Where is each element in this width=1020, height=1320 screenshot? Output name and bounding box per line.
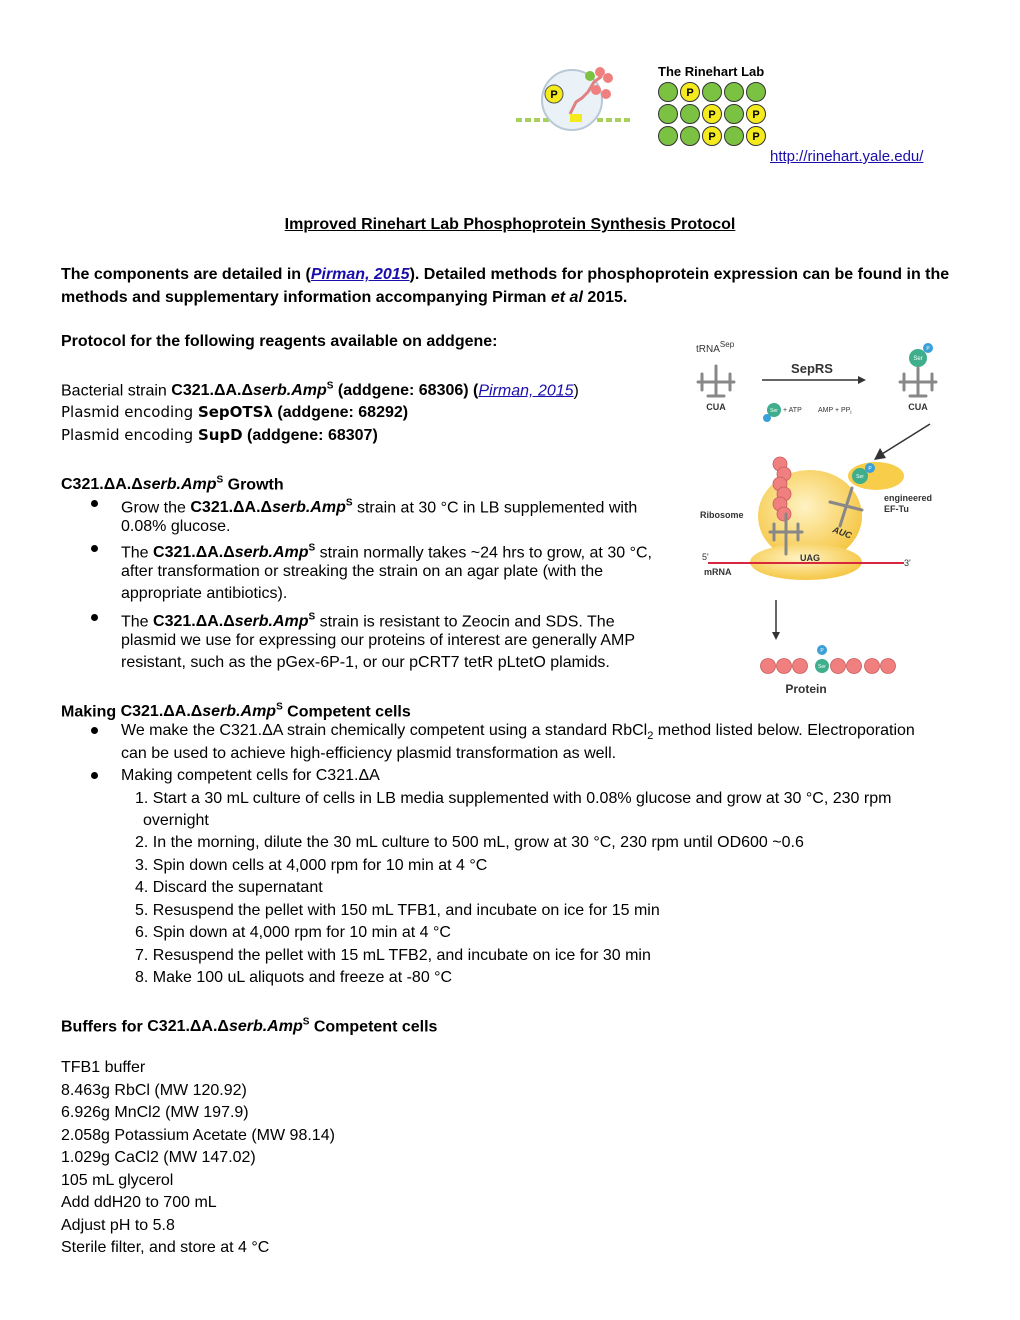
competent-bullet-1-cont: can be used to achieve high-efficiency plasmid transformation as well. <box>121 745 617 762</box>
competent-heading-suffix: Competent cells <box>282 703 411 721</box>
logo-bead-5 <box>601 89 611 99</box>
strain-serb: serb <box>228 1018 263 1036</box>
competent-bullet-2-dot <box>91 772 98 779</box>
step-8: 8. Make 100 uL aliquots and freeze at -80 °C <box>135 969 453 986</box>
logo-grid-circle <box>659 105 678 124</box>
growth-bullet-3-cont-1: plasmid we use for expressing our proteins of interest are generally AMP <box>121 632 636 649</box>
buffer-line-3: 6.926g MnCl2 (MW 197.9) <box>61 1104 249 1121</box>
protein-bead <box>881 659 896 674</box>
strain-sup: S <box>302 1017 310 1028</box>
mechanism-figure <box>690 338 980 703</box>
plasmid2-name: SupD <box>197 426 243 444</box>
fig-p-small <box>763 414 771 422</box>
fig-amp-ppi: AMP + $PP_i$ <box>818 407 852 416</box>
strain-amp: .Amp <box>305 499 346 517</box>
competent-heading-prefix: Making <box>61 703 121 721</box>
growth-bullet-2-dot <box>91 545 98 552</box>
strain-serb: serb <box>234 613 269 631</box>
growth-b1-strain <box>190 499 352 516</box>
protein-bead <box>847 659 862 674</box>
logo-bead-4 <box>591 85 601 95</box>
competent-bullet-1-dot <box>91 727 98 734</box>
strain-base: C321.ΔA.Δ <box>153 613 235 631</box>
growth-b3-post: strain is resistant to Zeocin and SDS. The <box>315 613 615 631</box>
buffer-line-5: 1.029g CaCl2 (MW 147.02) <box>61 1149 256 1166</box>
logo-bead <box>585 71 595 81</box>
buffer-line-1: TFB1 buffer <box>61 1059 146 1076</box>
strain-serb: serb <box>202 703 237 721</box>
fig-ribosome-label: Ribosome <box>700 510 744 520</box>
strain-sup: S <box>308 612 316 623</box>
growth-b2-strain <box>153 544 315 561</box>
strain-addgene: (addgene: 68306) ( <box>333 382 479 400</box>
strain-base: C321.ΔA.Δ <box>120 703 203 721</box>
fig-trna-label: tRNA$^{Sep}$ <box>696 340 735 355</box>
fig-eftu-label: EF-Tu <box>884 504 909 514</box>
fig-ser-right-text: Ser <box>913 356 923 362</box>
logo-grid-p: P <box>686 87 694 99</box>
strain-sup: S <box>276 702 283 713</box>
competent-b1-b: method listed below. Electroporation <box>653 722 915 739</box>
protein-bead <box>777 659 792 674</box>
growth-b1-pre: Grow the <box>121 499 191 517</box>
strain-sup: S <box>216 475 224 486</box>
buffers-heading-suffix: Competent cells <box>309 1018 438 1036</box>
fig-three-prime: 3' <box>904 558 911 568</box>
fig-seprs-arrowhead <box>858 376 866 384</box>
fig-seprs-label: SepRS <box>791 361 833 376</box>
growth-b1-post: strain at 30 °C in LB supplemented with <box>352 499 638 517</box>
fig-trna-left <box>698 366 734 396</box>
strain-amp: .Amp <box>262 1018 303 1036</box>
step-6: 6. Spin down at 4,000 rpm for 10 min at 4 °C <box>135 924 451 941</box>
buffer-line-9: Sterile filter, and store at 4 °C <box>61 1239 270 1256</box>
competent-bullet-2: Making competent cells for C321.ΔA <box>121 767 380 784</box>
growth-bullet-3-cont-2: resistant, such as the pGex-6P-1, or our pCRT7 tetR pLtetO plamids. <box>121 654 610 671</box>
logo-p-text: P <box>550 89 558 101</box>
lab-url-link[interactable]: http://rinehart.yale.edu/ <box>770 148 924 165</box>
strain-sup: S <box>326 381 334 392</box>
fig-auc: AUC <box>831 524 854 541</box>
fig-five-prime: 5' <box>702 552 709 562</box>
plasmid1-addgene: (addgene: 68292) <box>272 404 409 421</box>
strain-amp: .Amp <box>286 382 327 400</box>
logo-grid-circle <box>747 83 766 102</box>
strain-base: C321.ΔA.Δ <box>147 1018 229 1036</box>
logo-grid-circle <box>681 127 700 146</box>
fig-p-incoming-text: P <box>868 466 872 472</box>
protein-bead <box>831 659 846 674</box>
protein-bead <box>761 659 776 674</box>
strain-amp: .Amp <box>268 613 309 631</box>
fig-mrna-label: mRNA <box>704 567 732 577</box>
strain-amp: .Amp <box>268 544 309 562</box>
competent-b1-sub: 2 <box>647 730 654 743</box>
fig-p-protein-text: P <box>820 648 824 654</box>
lab-logo <box>510 62 780 152</box>
strain-base: C321.ΔA.Δ <box>153 544 235 562</box>
plasmid1-name: SepOTSλ <box>197 403 273 421</box>
strain-pirman-link[interactable]: Pirman, 2015 <box>478 382 574 400</box>
intro-text-2: ). Detailed methods for phosphoprotein expression can be found in the <box>409 266 950 283</box>
strain-serb: serb <box>142 476 177 494</box>
buffer-line-7: Add ddH20 to 700 mL <box>61 1194 217 1211</box>
competent-strain <box>121 703 283 720</box>
logo-bead-2 <box>595 67 605 77</box>
growth-bullet-2-cont-1: after transformation or streaking the strain on an agar plate (with the <box>121 563 604 580</box>
fig-trna-right <box>900 368 936 396</box>
fig-atp: + ATP <box>783 407 802 414</box>
buffers-strain <box>147 1018 309 1035</box>
intro-text-3: methods and supplementary information accompanying Pirman <box>61 289 551 306</box>
step-3: 3. Spin down cells at 4,000 rpm for 10 min at 4 °C <box>135 857 488 874</box>
buffers-heading <box>61 1012 437 1038</box>
intro-et-al: et al <box>550 289 583 306</box>
logo-grid-p: P <box>708 109 716 121</box>
strain-base: C321.ΔA.Δ <box>61 476 143 494</box>
strain-sup: S <box>308 543 316 554</box>
intro-line-1 <box>61 264 949 286</box>
plasmid1-prefix: Plasmid encoding <box>61 403 198 421</box>
step-1: 1. Start a 30 mL culture of cells in LB media supplemented with 0.08% glucose and grow at 30 °C, 230 rpm <box>135 790 892 807</box>
growth-b3-strain <box>153 613 315 630</box>
plasmid2-addgene: (addgene: 68307) <box>242 427 378 444</box>
reagent-plasmid-2 <box>61 424 378 447</box>
logo-grid-circle <box>725 105 744 124</box>
logo-grid-circle <box>703 83 722 102</box>
intro-text-4: 2015. <box>582 289 628 306</box>
fig-diag-arrow <box>882 424 930 454</box>
logo-grid-p: P <box>752 131 760 143</box>
logo-circle-grid <box>659 83 766 146</box>
fig-diag-arrowhead <box>874 448 886 460</box>
logo-grid-circle <box>725 83 744 102</box>
growth-bullet-1-cont: 0.08% glucose. <box>121 518 231 535</box>
step-5: 5. Resuspend the pellet with 150 mL TFB1, and incubate on ice for 15 min <box>135 902 660 919</box>
strain-serb: serb <box>234 544 269 562</box>
step-1-cont: overnight <box>143 812 209 829</box>
buffers-heading-prefix: Buffers for <box>61 1018 148 1036</box>
protein-bead <box>793 659 808 674</box>
fig-ser-small-text: Ser <box>770 408 778 414</box>
logo-grid-circle <box>725 127 744 146</box>
peptide-bead <box>777 507 791 521</box>
buffer-line-2: 8.463g RbCl (MW 120.92) <box>61 1082 247 1099</box>
competent-b1-a: We make the C321.ΔA strain chemically competent using a standard RbCl <box>121 722 648 739</box>
strain-amp: .Amp <box>236 703 277 721</box>
step-7: 7. Resuspend the pellet with 15 mL TFB2, and incubate on ice for 30 min <box>135 947 651 964</box>
fig-ser-protein-text: Ser <box>818 664 826 670</box>
logo-grid-circle <box>681 105 700 124</box>
growth-strain <box>61 476 223 493</box>
strain-serb: serb <box>272 499 306 517</box>
growth-b2-post: strain normally takes ~24 hrs to grow, at 30 °C, <box>315 544 652 562</box>
fig-down-arrowhead <box>772 632 780 640</box>
fig-p-right-text: P <box>926 346 930 352</box>
intro-text-1: The components are detailed in ( <box>61 266 311 283</box>
fig-uag: UAG <box>800 553 820 563</box>
buffer-line-6: 105 mL glycerol <box>61 1172 174 1189</box>
reagent-plasmid-1 <box>61 401 408 424</box>
strain-amp: .Amp <box>176 476 217 494</box>
strain-name: C321.ΔA.Δ <box>171 382 253 400</box>
fig-cua-right: CUA <box>908 402 928 412</box>
plasmid2-prefix: Plasmid encoding <box>61 426 198 444</box>
logo-grid-p: P <box>752 109 760 121</box>
growth-bullet-1-dot <box>91 500 98 507</box>
step-2: 2. In the morning, dilute the 30 mL culture to 500 mL, grow at 30 °C, 230 rpm until OD600 ~0.6 <box>135 834 804 851</box>
growth-bullet-3-dot <box>91 614 98 621</box>
growth-b3-pre: The <box>121 613 154 631</box>
reagent-strain <box>61 376 579 402</box>
step-4: 4. Discard the supernatant <box>135 879 323 896</box>
fig-ser-incoming-text: Ser <box>856 474 864 480</box>
strain-serb: serb <box>252 382 287 400</box>
logo-bead-3 <box>603 73 613 83</box>
growth-bullet-2-cont-2: appropriate antibiotics). <box>121 585 288 602</box>
fig-cua-left: CUA <box>706 402 726 412</box>
growth-b2-pre: The <box>121 544 154 562</box>
buffer-line-4: 2.058g Potassium Acetate (MW 98.14) <box>61 1127 335 1144</box>
buffer-line-8: Adjust pH to 5.8 <box>61 1217 175 1234</box>
logo-grid-circle <box>659 127 678 146</box>
intro-pirman-link[interactable]: Pirman, 2015 <box>310 266 410 283</box>
strain-base: C321.ΔA.Δ <box>190 499 273 517</box>
fig-engineered: engineered <box>884 493 933 503</box>
protein-bead <box>865 659 880 674</box>
page-title: Improved Rinehart Lab Phosphoprotein Synthesis Protocol <box>284 216 736 233</box>
intro-line-2 <box>61 287 627 309</box>
strain-prefix: Bacterial strain <box>61 382 172 400</box>
fig-protein-label: Protein <box>785 682 827 696</box>
logo-site <box>570 114 582 122</box>
logo-grid-circle <box>659 83 678 102</box>
strain-sup: S <box>345 498 353 509</box>
logo-lab-name: The Rinehart Lab <box>658 64 765 79</box>
reagents-heading: Protocol for the following reagents available on addgene: <box>61 333 498 350</box>
growth-heading-suffix: Growth <box>223 476 284 494</box>
strain-close: ) <box>573 382 579 400</box>
logo-grid-p: P <box>708 131 716 143</box>
